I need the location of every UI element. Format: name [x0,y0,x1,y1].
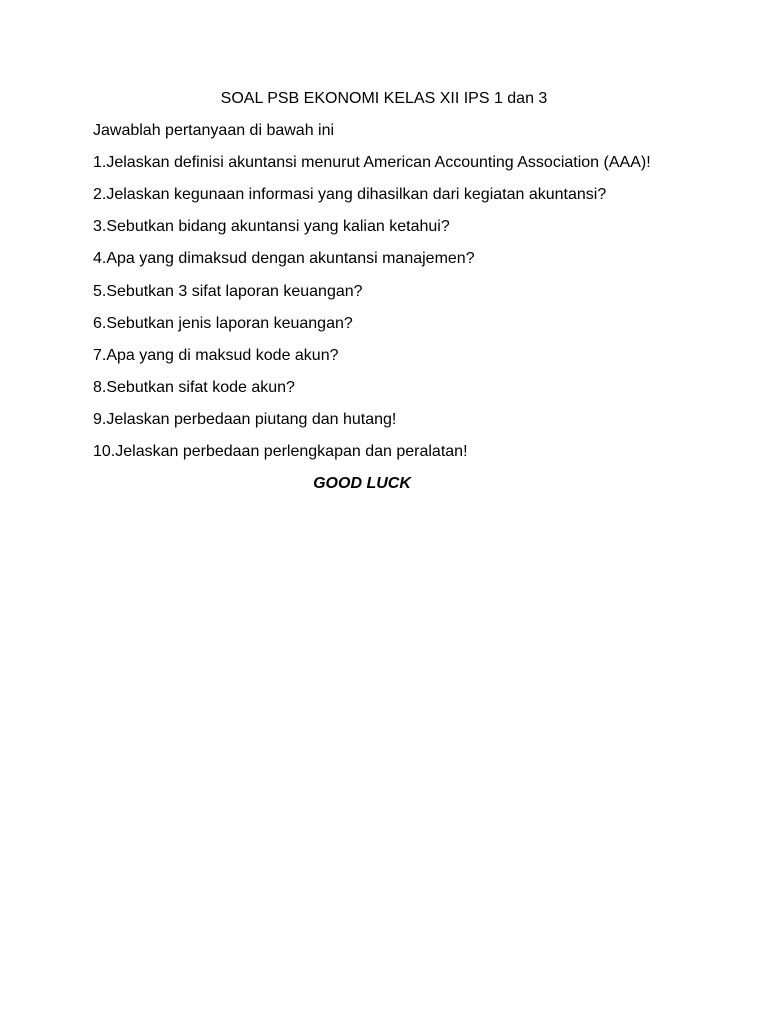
question-4: 4.Apa yang dimaksud dengan akuntansi manajemen? [93,250,475,267]
question-1: 1.Jelaskan definisi akuntansi menurut American Accounting Association (AAA)! [93,154,651,171]
question-5: 5.Sebutkan 3 sifat laporan keuangan? [93,283,363,300]
question-6: 6.Sebutkan jenis laporan keuangan? [93,315,353,332]
question-10: 10.Jelaskan perbedaan perlengkapan dan peralatan! [93,443,468,460]
question-8: 8.Sebutkan sifat kode akun? [93,379,295,396]
question-7: 7.Apa yang di maksud kode akun? [93,347,339,364]
question-9: 9.Jelaskan perbedaan piutang dan hutang! [93,411,397,428]
question-2: 2.Jelaskan kegunaan informasi yang dihasilkan dari kegiatan akuntansi? [93,186,607,203]
instruction-text: Jawablah pertanyaan di bawah ini [93,122,335,139]
closing-text: GOOD LUCK [313,475,411,492]
question-3: 3.Sebutkan bidang akuntansi yang kalian ketahui? [93,218,450,235]
document-title: SOAL PSB EKONOMI KELAS XII IPS 1 dan 3 [220,90,548,107]
